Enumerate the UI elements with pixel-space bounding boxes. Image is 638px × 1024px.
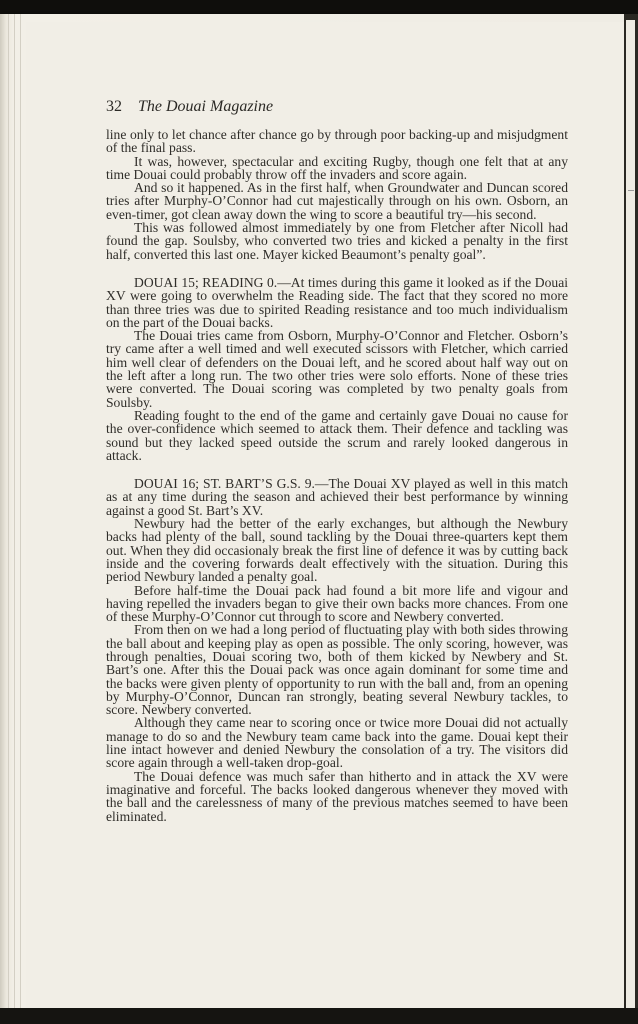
paragraph: line only to let chance after chance go by through poor backing-up and misjudgment of the final pass. xyxy=(106,127,568,156)
page-edge xyxy=(14,14,15,1010)
paragraph: And so it happened. As in the first half, when Groundwater and Duncan scored tries after Murphy-O’Connor had cut majestically through on his own. Osborn, an even-timer, got clean away down the wing to score a beautiful try—his second. xyxy=(106,180,568,222)
paragraph: This was followed almost immediately by one from Fletcher after Nicoll had found the gap. Soulsby, who converted two tries and kicked a penalty in the first half, converted this last one. Mayer kicked Beaumont’s penalty goal”. xyxy=(106,220,568,262)
paragraph: It was, however, spectacular and exciting Rugby, though one felt that at any time Douai could probably throw off the invaders and score again. xyxy=(106,153,568,182)
page-edge xyxy=(8,14,9,1010)
page-number: 32 xyxy=(106,98,122,115)
body-text xyxy=(106,128,568,823)
paragraph: Newbury had the better of the early exchanges, but although the Newbury backs had plenty of the ball, sound tackling by the Douai three-quarters kept them out. When they did occasionaly break the first line of defence it was by cutting back inside and the covering forwards dealt effectively with the situation. During this period Newbury landed a penalty goal. xyxy=(106,516,568,585)
paragraph: Before half-time the Douai pack had found a bit more life and vigour and having repelled the invaders began to give their own backs more chances. From one of these Murphy-O’Connor cut through to score and Newbery converted. xyxy=(106,582,568,625)
next-page-edge xyxy=(626,20,635,1012)
margin-mark xyxy=(628,190,634,191)
page-edge xyxy=(20,14,21,1010)
match-report-heading-paragraph: DOUAI 16; ST. BART’S G.S. 9.—The Douai XV played as well in this match as at any time during the season and achieved their best performance by winning against a good St. Bart’s XV. xyxy=(106,476,568,518)
paragraph: Reading fought to the end of the game and certainly gave Douai no cause for the over-confidence which seemed to attack them. Their defence and tackling was sound but they lacked speed outside the scrum and rarely looked dangerous in attack. xyxy=(106,407,568,463)
running-header xyxy=(106,98,576,120)
paragraph: From then on we had a long period of fluctuating play with both sides throwing the ball about and keeping play as open as possible. The only scoring, however, was through penalties, Douai scoring two, both of them kicked by Newbery and St. Bart’s one. After this the Douai pack was once again dominant for some time and the backs were given plenty of opportunity to run with the ball and, from an opening by Murphy-O’Connor, Duncan ran strongly, beating several Newbury tackles, to score. Newbery converted. xyxy=(106,622,568,718)
match-report-heading-paragraph: DOUAI 15; READING 0.—At times during this game it looked as if the Douai XV were going to overwhelm the Reading side. The fact that they scored no more than three tries was due to spirited Reading resistance and too much individualism on the part of the Douai backs. xyxy=(106,274,568,330)
paragraph: The Douai tries came from Osborn, Murphy-O’Connor and Fletcher. Osborn’s try came after a well timed and well executed scissors with Fletcher, which carried him well clear of defenders on the Douai left, and he scored about half way out on the left after a long run. The two other tries were solo efforts. None of these tries were converted. The Douai scoring was completed by two penalty goals from Soulsby. xyxy=(106,328,568,410)
scan-bottom-border xyxy=(0,1008,638,1024)
running-title: The Douai Magazine xyxy=(138,98,274,115)
paragraph: The Douai defence was much safer than hitherto and in attack the XV were imaginative and forceful. The backs looked dangerous whenever they moved with the ball and the carelessness of many of the previous matches seemed to have been eliminated. xyxy=(106,768,568,824)
paragraph: Although they came near to scoring once or twice more Douai did not actually manage to do so and the Newbury team came back into the game. Douai kept their line intact however and denied Newbury the consolation of a try. The visitors did score again through a well-taken drop-goal. xyxy=(106,715,568,771)
